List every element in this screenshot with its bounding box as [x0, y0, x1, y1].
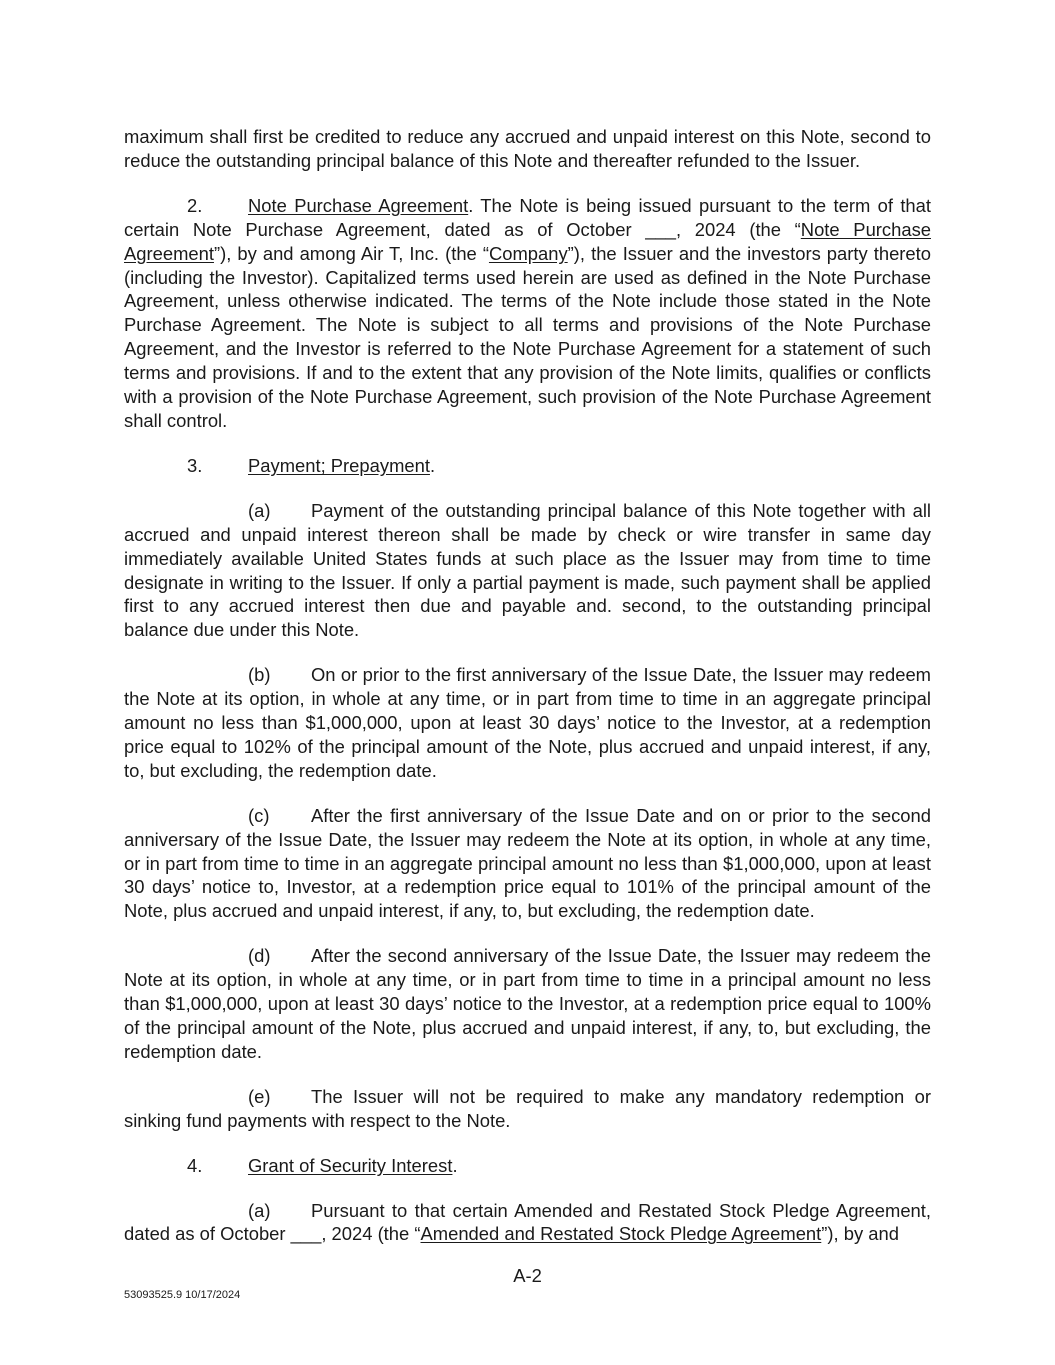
intro-paragraph [124, 125, 931, 173]
section-3e-text: The Issuer will not be required to make any mandatory redemption or sinking fund payments with respect to the Note. [124, 1085, 931, 1131]
document-id: 53093525.9 10/17/2024 [124, 1289, 241, 1301]
section-3b-text: On or prior to the first anniversary of the Issue Date, the Issuer may redeem the Note at its option, in whole at any time, or in part from time to time in an aggregate principal amount no less than $1,000,000, upon at least 30 days’ notice to the Investor, at a redemption price equal to 102% of the principal amount of the Note, plus accrued and unpaid interest, if any, to, but excluding, the redemption date. [124, 664, 931, 781]
section-3a-text: Payment of the outstanding principal balance of this Note together with all accrued and unpaid interest thereon shall be made by check or wire transfer in same day immediately available United States funds at such place as the Issuer may from time to time designate in writing to the Issuer. If only a partial payment is made, such payment shall be applied first to any accrued interest then due and payable and. second, to the outstanding principal balance due under this Note. [124, 499, 931, 641]
defined-term-stock-pledge-agreement: Amended and Restated Stock Pledge Agreement [420, 1223, 822, 1245]
section-3-heading-end: . [429, 454, 436, 476]
section-3c-label: (c) [248, 804, 270, 826]
section-4a-text-1: Pursuant to that certain Amended and Restated Stock Pledge Agreement, dated as of October ___, 2024 (the “ [124, 1199, 931, 1245]
section-2-text-3: ”), the Issuer and the investors party thereto (including the Investor). Capitalized terms used herein are used as defined in the Note Purchase Agreement, unless otherwise indicated. The terms of the Note include those stated in the Note Purchase Agreement. The Note is subject to all terms and provisions of the Note Purchase Agreement, and the Investor is referred to the Note Purchase Agreement for a statement of such terms and provisions. If and to the extent that any provision of the Note limits, qualifies or conflicts with a provision of the Note Purchase Agreement, such provision of the Note Purchase Agreement shall control. [124, 242, 931, 431]
section-3-heading: Payment; Prepayment [248, 454, 430, 476]
section-3-heading-paragraph [124, 454, 931, 478]
section-3c-text: After the first anniversary of the Issue Date and on or prior to the second anniversary of the Issue Date, the Issuer may redeem the Note at its option, in whole at any time, or in part from time to time in an aggregate principal amount no less than $1,000,000, upon at least 30 days’ notice to, Investor, at a redemption price equal to 101% of the principal amount of the Note, plus accrued and unpaid interest, if any, to, but excluding, the redemption date. [124, 804, 931, 922]
section-3b-label: (b) [248, 664, 271, 686]
section-3e-label: (e) [248, 1085, 271, 1107]
section-4-heading: Grant of Security Interest [248, 1154, 453, 1176]
section-4a-text-2: ”), by and [821, 1223, 899, 1245]
section-4-heading-paragraph [124, 1154, 931, 1178]
section-3b-paragraph [124, 663, 931, 783]
section-2-heading: Note Purchase Agreement [248, 194, 469, 216]
section-2-paragraph [124, 194, 931, 433]
section-3d-label: (d) [248, 945, 271, 967]
section-4-heading-end: . [452, 1154, 458, 1176]
section-4a-label: (a) [248, 1199, 271, 1221]
document-body [124, 125, 931, 1246]
section-3a-label: (a) [248, 499, 271, 521]
section-2-number: 2. [187, 194, 203, 216]
defined-term-note-purchase-agreement: Note Purchase Agreement [124, 218, 931, 264]
section-4-number: 4. [187, 1154, 203, 1176]
section-2-text-1: . The Note is being issued pursuant to the term of that certain Note Purchase Agreement, dated as of October ___, 2024 (the “ [124, 194, 931, 240]
section-3d-text: After the second anniversary of the Issue Date, the Issuer may redeem the Note at its option, in whole at any time, or in part from time to time in a principal amount no less than $1,000,000, upon at least 30 days’ notice to the Investor, at a redemption price equal to 100% of the principal amount of the Note, plus accrued and unpaid interest, if any, to, but excluding, the redemption date. [124, 945, 931, 1062]
page-number: A-2 [513, 1265, 542, 1286]
section-3a-paragraph [124, 499, 931, 642]
defined-term-company: Company [488, 242, 568, 264]
intro-text: maximum shall first be credited to reduce any accrued and unpaid interest on this Note, second to reduce the outstanding principal balance of this Note and thereafter refunded to the Issuer. [124, 126, 931, 171]
section-3c-paragraph [124, 804, 931, 924]
section-3e-paragraph [124, 1085, 931, 1133]
section-3d-paragraph [124, 944, 931, 1064]
section-4a-paragraph [124, 1199, 931, 1247]
section-3-number: 3. [187, 454, 203, 476]
section-2-text-2: ”), by and among Air T, Inc. (the “ [213, 242, 489, 264]
